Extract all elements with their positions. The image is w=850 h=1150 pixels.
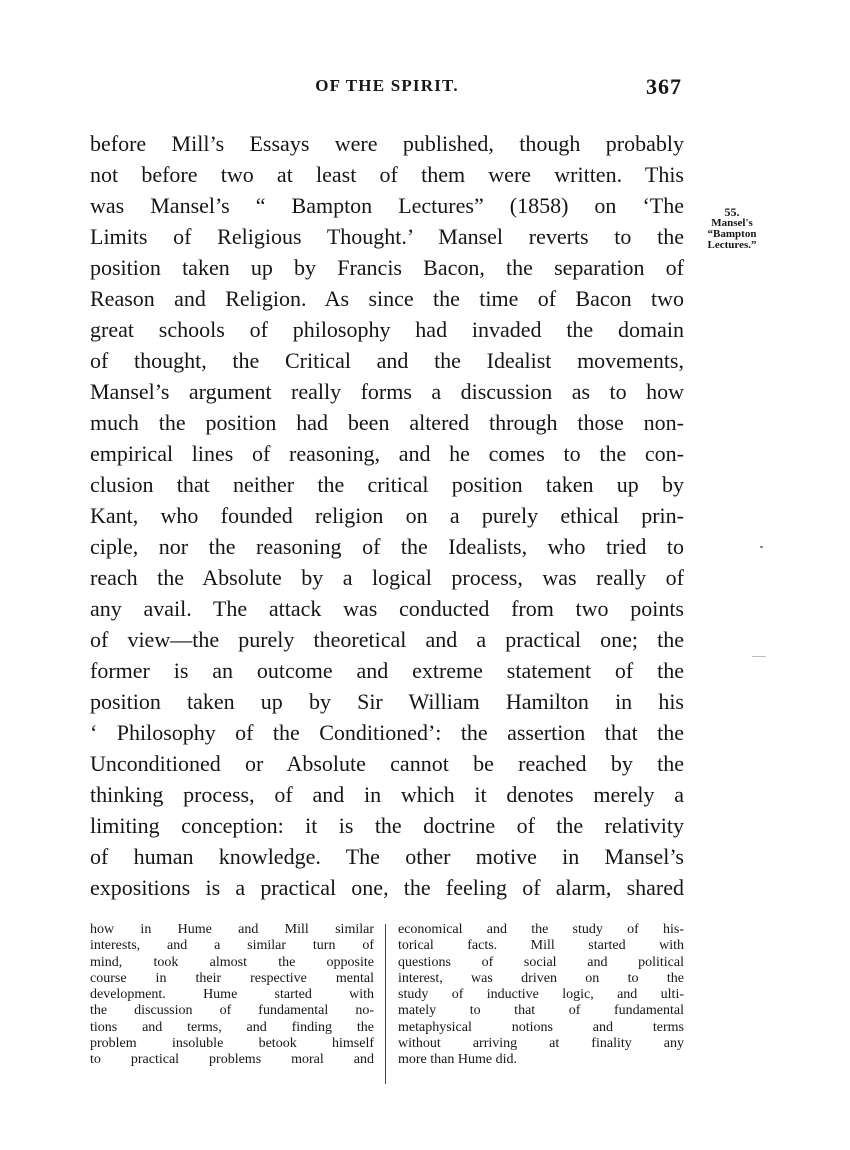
text-line: expositions is a practical one, the feeling of alarm, shared — [90, 875, 684, 900]
footnote-line: study of inductive logic, and ulti- — [398, 987, 684, 1003]
footnote-line: tions and terms, and finding the — [90, 1019, 374, 1035]
body-paragraph — [90, 128, 684, 903]
footnote-column-right — [398, 922, 684, 1069]
footnote-line: problem insoluble betook himself — [90, 1036, 374, 1052]
text-line: Unconditioned or Absolute cannot be reached by the — [90, 751, 684, 776]
text-line: position taken up by Sir William Hamilton in his — [90, 689, 684, 714]
text-line: thinking process, of and in which it denotes merely a — [90, 782, 684, 807]
footnote-line: how in Hume and Mill similar — [90, 922, 374, 937]
footnote-line: more than Hume did. — [398, 1052, 517, 1068]
text-line: of thought, the Critical and the Idealist movements, — [90, 348, 684, 373]
text-line: Reason and Religion. As since the time of Bacon two — [90, 286, 684, 311]
marginal-note-line: “Bampton — [707, 228, 757, 240]
text-line: of human knowledge. The other motive in Mansel’s — [90, 844, 684, 869]
marginal-note-line: Lectures.” — [707, 239, 757, 251]
text-line: reach the Absolute by a logical process, was really of — [90, 565, 684, 590]
marginal-note — [694, 207, 770, 251]
marginal-note-line: Mansel's — [711, 217, 753, 229]
footnote-line: mately to that of fundamental — [398, 1003, 684, 1019]
footnote-line: interest, was driven on to the — [398, 970, 684, 986]
text-line: Limits of Religious Thought.’ Mansel reverts to the — [90, 224, 684, 249]
text-line: ciple, nor the reasoning of the Idealists, who tried to — [90, 534, 684, 559]
text-line: position taken up by Francis Bacon, the separation of — [90, 255, 684, 280]
footnote-line: torical facts. Mill started with — [398, 938, 684, 954]
column-divider — [385, 924, 386, 1084]
footnote-line: mind, took almost the opposite — [90, 954, 374, 970]
text-line: empirical lines of reasoning, and he comes to the con- — [90, 441, 684, 466]
print-speck — [760, 546, 763, 548]
page-number: 367 — [646, 74, 682, 99]
text-line: before Mill’s Essays were published, though probably — [90, 131, 684, 156]
text-line: limiting conception: it is the doctrine of the relativity — [90, 813, 684, 838]
running-head — [92, 74, 682, 104]
footnote-line: metaphysical notions and terms — [398, 1019, 684, 1035]
footnote-line: without arriving at finality any — [398, 1036, 684, 1052]
footnote-line: to practical problems moral and — [90, 1052, 374, 1068]
marginal-note-number: 55. — [724, 205, 740, 219]
print-speck — [752, 656, 766, 657]
footnote-line: questions of social and political — [398, 954, 684, 970]
text-line: not before two at least of them were written. This — [90, 162, 684, 187]
text-line: Mansel’s argument really forms a discussion as to how — [90, 379, 684, 404]
text-line: clusion that neither the critical position taken up by — [90, 472, 684, 497]
footnote-line: development. Hume started with — [90, 987, 374, 1003]
text-line: of view—the purely theoretical and a practical one; the — [90, 627, 684, 652]
running-title: OF THE SPIRIT. — [315, 76, 459, 95]
text-line: was Mansel’s “ Bampton Lectures” (1858) on ‘The — [90, 193, 684, 218]
footnote-line: the discussion of fundamental no- — [90, 1003, 374, 1019]
footnote — [90, 922, 684, 1087]
text-line: Kant, who founded religion on a purely ethical prin- — [90, 503, 684, 528]
footnote-line: interests, and a similar turn of — [90, 938, 374, 954]
text-line: ‘ Philosophy of the Conditioned’: the assertion that the — [90, 720, 684, 745]
text-line: great schools of philosophy had invaded the domain — [90, 317, 684, 342]
footnote-column-left — [90, 922, 374, 1069]
text-line: much the position had been altered through those non- — [90, 410, 684, 435]
text-line: former is an outcome and extreme statement of the — [90, 658, 684, 683]
footnote-line: course in their respective mental — [90, 970, 374, 986]
footnote-line: economical and the study of his- — [398, 922, 684, 937]
text-line: any avail. The attack was conducted from two points — [90, 596, 684, 621]
